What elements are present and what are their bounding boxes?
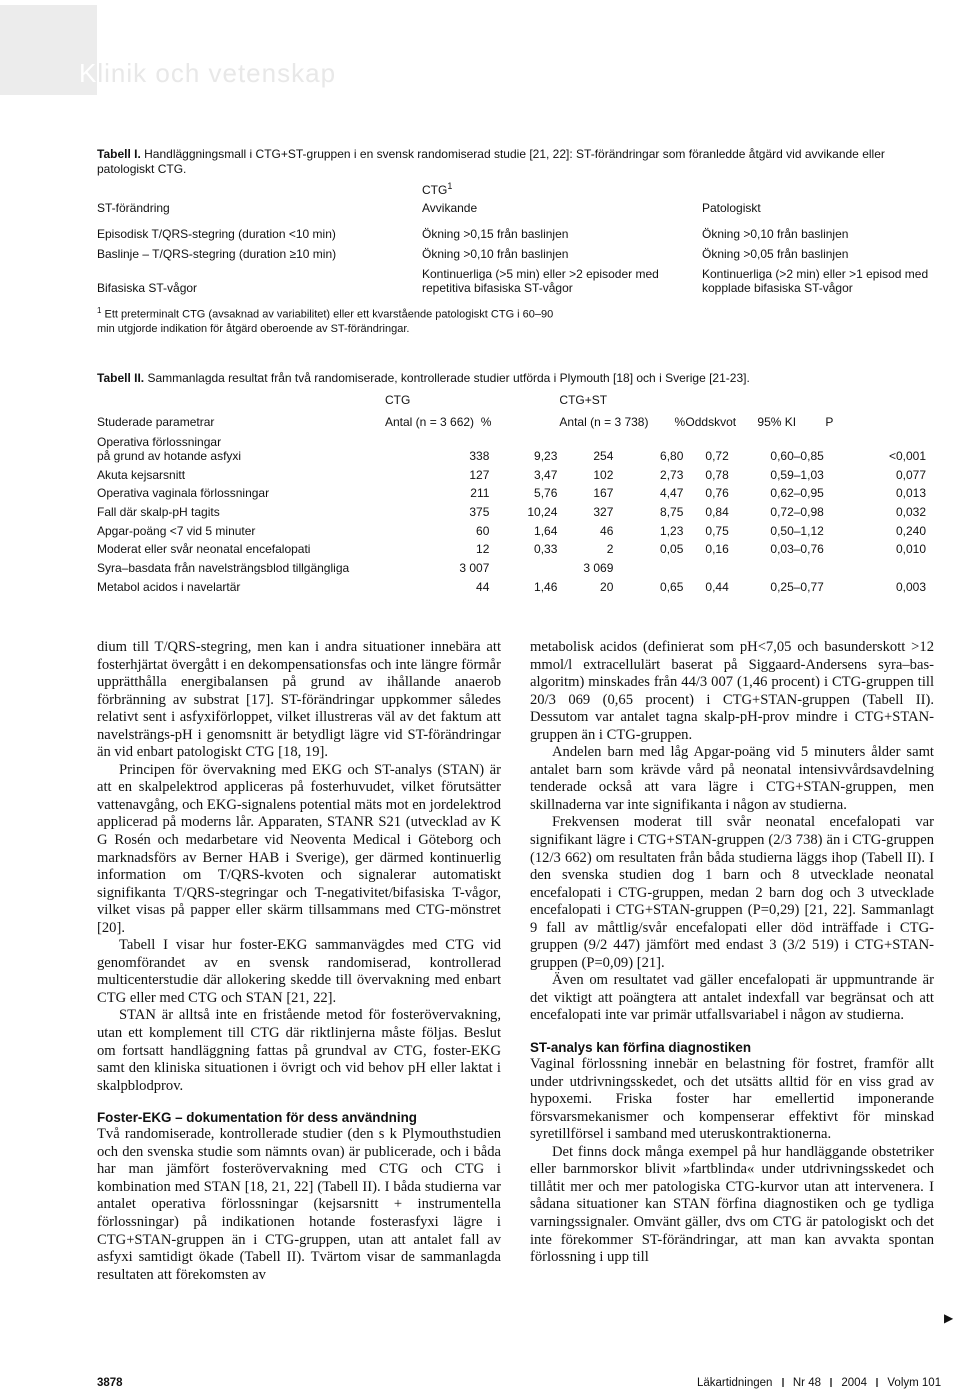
table-row: Episodisk T/QRS-stegring (duration <10 min)	[97, 227, 336, 241]
table-cell: 9,23	[534, 449, 558, 463]
footnote-mark: 1	[97, 306, 102, 315]
table-cell: 0,010	[895, 542, 926, 557]
table-row	[97, 500, 926, 519]
table-cell: 327	[593, 505, 614, 520]
ctgst-n-label: Antal (n = 3 738)	[559, 415, 649, 429]
table-cell: 8,75	[660, 505, 684, 520]
table-cell: 0,60–0,85	[770, 449, 824, 463]
footer-journal	[697, 1377, 941, 1389]
table-2-caption-label: Tabell II.	[97, 371, 145, 385]
table-cell: 4,47	[660, 486, 684, 501]
table-cell: Kontinuerliga (>5 min) eller >2 episoder med repetitiva bifasiska ST-vågor	[422, 267, 659, 295]
ctgst-pct-label: %	[674, 415, 686, 429]
table-cell: 20	[600, 579, 614, 594]
table-1-ctg-header	[422, 177, 702, 197]
table-row	[97, 429, 926, 463]
table-1-col-pathological: Patologiskt	[702, 201, 761, 215]
table-cell: 167	[593, 486, 614, 501]
table-cell: 1,64	[534, 523, 558, 538]
table-cell: Syra–basdata från navelsträngsblod tillgängliga	[97, 561, 350, 576]
table-cell: 0,72–0,98	[770, 505, 824, 520]
table-cell	[615, 556, 685, 575]
table-2	[97, 371, 937, 594]
ctg-pct-label: %	[480, 415, 492, 429]
table-cell	[757, 556, 825, 575]
table-cell: 102	[593, 467, 614, 482]
table-row	[97, 463, 926, 482]
table-2-caption	[97, 371, 937, 386]
paragraph: Två randomiserade, kontrollerade studier (den s k Plymouthstudien och den svenska studie som nämnts ovan) är publicerade, och i båda har man jämfört fosterövervakning med CTG och CTG i kombination med STAN [18, 21, 22] (Tabell II). I båda studierna var antalet operativa förlossningar (kejsarsnitt + instrumentella förlossningar) på indikationen hotande fosterasfyxi lägre i CTG+STAN-gruppen än i CTG-gruppen, utan att antalet fall av asfyxi samtidigt ökade (Tabell II). Tvärtom visar de sammanlagda resultaten att förekomsten av	[97, 1126, 501, 1283]
right-column	[530, 639, 934, 1267]
table-cell: 6,80	[660, 449, 684, 463]
table-cell: 0,33	[534, 542, 558, 557]
table-row	[97, 482, 926, 501]
table-cell: 2,73	[660, 467, 684, 482]
subheading: Foster-EKG – dokumentation för dess användning	[97, 1110, 417, 1126]
table-2-grid	[97, 389, 926, 594]
table-cell: Apgar-poäng <7 vid 5 minuter	[97, 523, 256, 538]
table-row	[97, 575, 926, 594]
table-1-grid	[97, 177, 937, 295]
table-cell: 1,23	[660, 523, 684, 538]
section-title-initial: K	[79, 58, 98, 88]
table-1-footnote	[97, 304, 567, 336]
paragraph: Andelen barn med låg Apgar-poäng vid 5 minuters ålder samt antalet barn som krävde vård på neonatal intensivvårdsavdelning tenderade också att vara lägre i CTG+STAN-gruppen, men skillnaderna var inte signifikanta i någon av studierna.	[530, 744, 934, 813]
table-cell: 0,59–1,03	[770, 467, 824, 482]
paragraph: Det finns dock många exempel på hur handläggande obstetriker eller barnmorskor blivit »fartblinda« under utdrivningsskedet och tillåtit mer och mer patologiska CTG-kurvor utan att intervenera. I sådana situationer kan STAN förfina diagnostiken och ge tydliga varningssignaler. Omvänt gäller, dvs om CTG är patologiskt och det inte förekommer ST-förändringar, att man kan avvakta spontan förlossning i upp till	[530, 1143, 934, 1266]
paragraph: metabolisk acidos (definierat som pH<7,05 och basunderskott >12 mmol/l extracellulärt baserat på Siggaard-Andersens syra–bas-algoritm) minskades från 44/3 007 (1,46 procent) i CTG-gruppen till 20/3 069 (0,65 procent) i CTG+STAN-gruppen (Tabell II). Dessutom var antalet tagna skalp-pH-prov mindre i CTG+STAN-gruppen än i CTG-gruppen.	[530, 639, 934, 743]
table-cell: 5,76	[534, 486, 558, 501]
table-cell: 0,78	[705, 467, 729, 482]
issue-number: Nr 48	[792, 1377, 821, 1389]
left-column	[97, 639, 501, 1284]
table-cell: 0,240	[895, 523, 926, 538]
journal-name: Läkartidningen	[697, 1377, 773, 1389]
table-cell: Moderat eller svår neonatal encefalopati	[97, 542, 311, 557]
table-row	[97, 556, 926, 575]
table-cell: 0,76	[705, 486, 729, 501]
footer-page-number: 3878	[97, 1377, 123, 1389]
table-cell: Metabol acidos i navelartär	[97, 579, 241, 594]
table-cell: 0,75	[705, 523, 729, 538]
table-cell: 0,62–0,95	[770, 486, 824, 501]
table-cell: 375	[469, 505, 490, 520]
paragraph: Vaginal förlossning innebär en belastning för fostret, framför allt under utdrivningsskedet, och det utsätts alltid för en viss grad av hypoxemi. Friska foster har emellertid imponerande försvarsmekanismer och kompenserar effektivt för minskad syretillförsel i samband med uteruskontraktionerna.	[530, 1056, 934, 1143]
table-1-col-abnormal: Avvikande	[422, 201, 478, 215]
group-ctg: CTG	[385, 393, 411, 407]
table-row	[97, 519, 926, 538]
table-cell: 211	[470, 486, 490, 501]
table-cell: 3,47	[534, 467, 558, 482]
subheading: ST-analys kan förfina diagnostiken	[530, 1040, 751, 1056]
table-row	[97, 538, 926, 557]
table-2-caption-text: Sammanlagda resultat från två randomiserade, kontrollerade studier utförda i Plymouth [18] och i Sverige [21-23].	[144, 371, 750, 385]
table-cell: 338	[469, 449, 490, 463]
table-cell	[491, 556, 559, 575]
table-cell: 0,44	[705, 579, 729, 594]
ctg-n-label: Antal (n = 3 662)	[385, 415, 475, 429]
table-2-col-param: Studerade parametrar	[97, 415, 215, 429]
table-cell: Ökning >0,15 från baslinjen	[422, 227, 569, 241]
table-2-col-ctgst-n	[559, 407, 685, 429]
table-cell: 3 007	[459, 561, 490, 576]
table-1-caption-label: Tabell I.	[97, 147, 141, 161]
ctg-header-text: CTG	[422, 183, 448, 197]
paragraph: Frekvensen moderat till svår neonatal encefalopati var signifikant lägre i CTG+STAN-gruppen (2/3 738) än i CTG-gruppen (12/3 662) om resultaten från båda studierna läggs ihop (Tabell II). I den svenska studien dog 1 barn och 8 utvecklade neonatal encefalopati i CTG-gruppen, medan 2 barn dog och 3 utvecklade encefalopati i CTG+STAN-gruppen (P=0,29) [21, 22]. Sammanlagt 9 fall av måttlig/svår encefalopati eller död inträffade i CTG-gruppen (9/2 447) jämfört med endast 3 (3/2 519) i CTG+STAN-gruppen (P=0,09) [21].	[530, 814, 934, 971]
table-2-col-ci: 95% KI	[757, 415, 797, 429]
table-cell: 0,013	[895, 486, 926, 501]
group-ctgst: CTG+ST	[559, 393, 608, 407]
table-cell: Fall där skalp-pH tagits	[97, 505, 220, 520]
table-cell: 0,72	[705, 449, 729, 463]
table-2-col-or: Oddskvot	[685, 415, 737, 429]
table-cell: Akuta kejsarsnitt	[97, 467, 186, 482]
table-cell: 0,65	[660, 579, 684, 594]
table-1-col-st: ST-förändring	[97, 201, 170, 215]
table-cell: 0,25–0,77	[770, 579, 824, 594]
table-cell: 44	[476, 579, 490, 594]
ctg-header-sup: 1	[447, 181, 453, 191]
paragraph: dium till T/QRS-stegring, men kan i andra situationer innebära att fosterhjärtat övergått i en dekompensationsfas och inte längre förmår upprätthålla energibalansen på grund av ihållande anaerob förbränning av substrat [17]. ST-förändringar uppkommer således relativt sent i asfyxiförloppet, vilket illustreras väl av det faktum att navelsträngs-pH i genomsnitt är betydligt lägre vid ST-förändringar än vid enbart patologiskt CTG [18, 19].	[97, 639, 501, 761]
table-cell: 0,003	[895, 579, 926, 594]
table-cell: Operativa vaginala förlossningar	[97, 486, 270, 501]
table-cell: Ökning >0,10 från baslinjen	[422, 247, 569, 261]
table-cell: 0,05	[660, 542, 684, 557]
continue-arrow-icon: ▶	[944, 1311, 954, 1325]
table-cell: 2	[606, 542, 614, 557]
table-cell: 3 069	[583, 561, 614, 576]
table-row: Bifasiska ST-vågor	[97, 281, 198, 295]
table-cell	[825, 556, 926, 575]
table-cell: 1,46	[534, 579, 558, 594]
paragraph: Principen för övervakning med EKG och ST-analys (STAN) är att en skalpelektrod appliceras på fosterhuvudet, vilket förutsätter vattenavgång, och EKG-signalens potential mäts mot en jordelektrod applicerad på moderns lår. Apparaten, STANR S21 (utvecklad av K G Rosén och medarbetare vid Neoventa Medical i Göteborg och marknadsförs av Berner HAB i Sverige), ger därmed kontinuerlig information om T/QRS-kvoten och signalerar automatiskt signifikanta T/QRS-stegringar och T-negativitet/bifasiska T-vågor, vilket visas på papper eller skärm tillsammans med CTG-mönstret [20].	[97, 761, 501, 936]
paragraph: Även om resultatet vad gäller encefalopati är uppmuntrande är det viktigt att poängtera att antalet indexfall var begränsat och att encefalopati inte var primär utfallsvariabel i någon av studierna.	[530, 972, 934, 1024]
table-cell: 0,16	[705, 542, 729, 557]
paragraph: STAN är alltså inte en fristående metod för fosterövervakning, utan ett komplement till CTG där riktlinjerna måste följas. Beslut om fortsatt handläggning fattas på grundval av CTG, foster-EKG samt den kliniska situationen i övrigt och vid behov pH eller laktat i skalpblodprov.	[97, 1007, 501, 1094]
table-cell: 0,84	[705, 505, 729, 520]
issue-year: 2004	[841, 1377, 867, 1389]
table-cell: Operativa förlossningar på grund av hotande asfyxi	[97, 435, 242, 463]
table-cell: 12	[476, 542, 490, 557]
table-2-col-ctg-n	[385, 407, 491, 429]
section-title	[79, 58, 336, 89]
table-cell: 0,077	[895, 467, 926, 482]
table-1	[97, 147, 937, 336]
table-2-col-p: P	[825, 415, 834, 429]
table-cell	[685, 556, 757, 575]
table-cell: 0,50–1,12	[770, 523, 824, 538]
table-row: Baslinje – T/QRS-stegring (duration ≥10 min)	[97, 247, 337, 261]
table-cell: <0,001	[888, 449, 926, 463]
table-cell: 254	[593, 449, 614, 463]
footnote-text: Ett preterminalt CTG (avsaknad av variabilitet) eller ett kvarstående patologiskt CTG i 60–90 min utgjorde indikation för åtgärd oberoende av ST-förändringar.	[97, 308, 554, 335]
table-1-caption-text: Handläggningsmall i CTG+ST-gruppen i en svensk randomiserad studie [21, 22]: ST-förändringar som föranledde åtgärd vid avvikande eller patologiskt CTG.	[97, 147, 885, 176]
table-cell: Kontinuerliga (>2 min) eller >1 episod med kopplade bifasiska ST-vågor	[702, 267, 929, 295]
section-title-rest: linik och vetenskap	[97, 58, 337, 88]
table-cell: 60	[476, 523, 490, 538]
table-cell: 0,03–0,76	[770, 542, 824, 557]
table-1-caption	[97, 147, 937, 177]
table-cell: 0,032	[895, 505, 926, 520]
paragraph: Tabell I visar hur foster-EKG sammanvägdes med CTG vid genomförandet av en svensk randomiserad, kontrollerad multicenterstudie där allokering skedde till övervakning med enbart CTG eller med CTG och STAN [21, 22].	[97, 937, 501, 1006]
table-cell: 10,24	[527, 505, 558, 520]
table-cell: 46	[600, 523, 614, 538]
table-cell: Ökning >0,10 från baslinjen	[702, 227, 849, 241]
table-cell: Ökning >0,05 från baslinjen	[702, 247, 849, 261]
table-cell: 127	[469, 467, 490, 482]
volume: Volym 101	[887, 1377, 942, 1389]
